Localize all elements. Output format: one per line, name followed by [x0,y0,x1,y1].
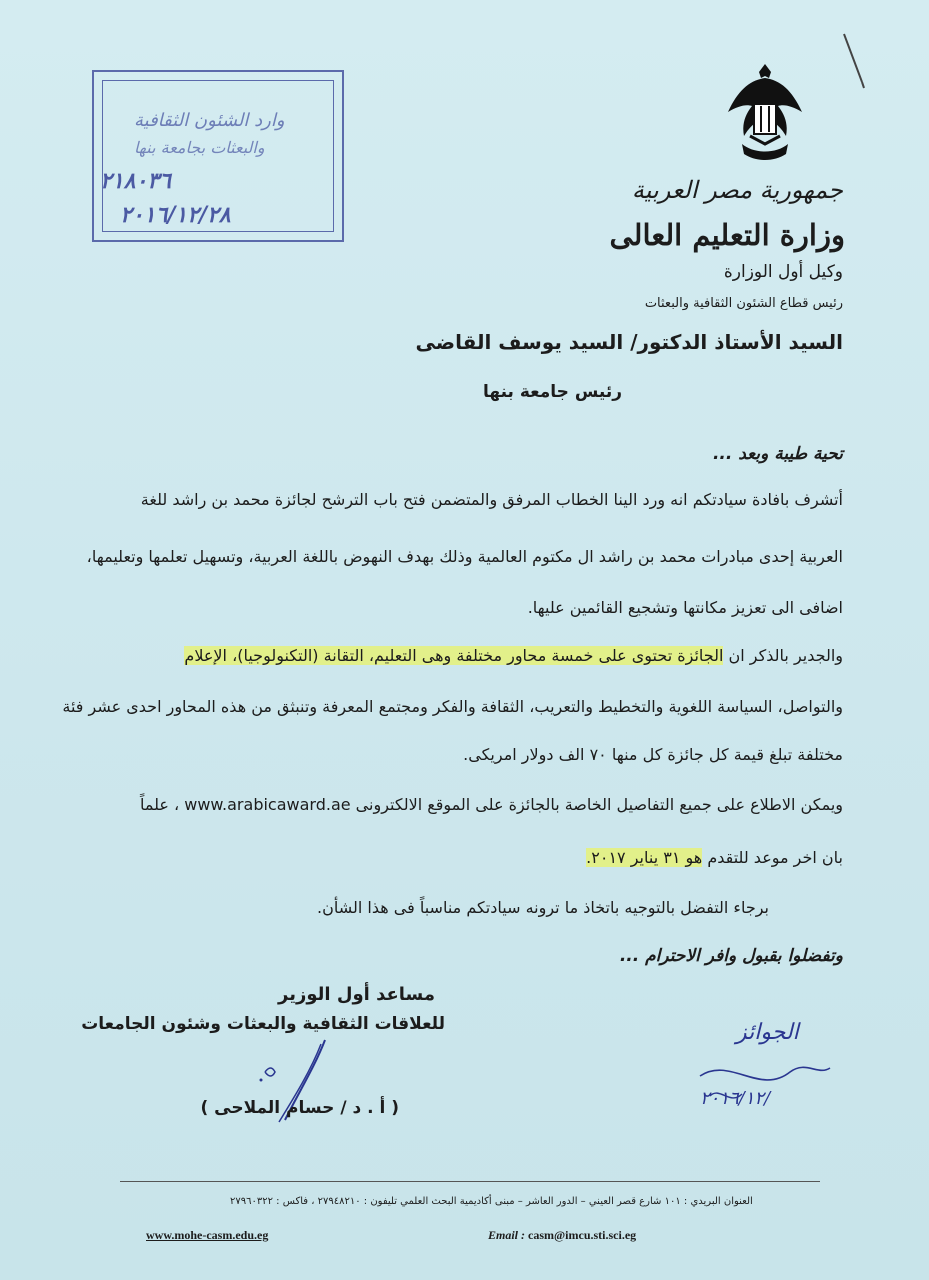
country-name: جمهورية مصر العربية [631,176,843,204]
stamp-date: ٢٠١٦/١٢/٢٨ [120,202,231,228]
footer-website-link[interactable]: www.mohe-casm.edu.eg [146,1228,269,1242]
highlighted-text: هو ٣١ يناير ٢٠١٧. [586,848,703,867]
stamp-line-1: وارد الشئون الثقافية [134,110,285,131]
body-line: مختلفة تبلغ قيمة كل جائزة كل منها ٧٠ الف دولار امريكى. [463,745,843,764]
body-line: اضافى الى تعزيز مكانتها وتشجيع القائمين عليها. [527,598,843,617]
body-line [184,646,843,665]
body-line: ويمكن الاطلاع على جميع التفاصيل الخاصة بالجائزة على الموقع الالكترونى www.arabicaward.ae ، علماً [139,795,843,814]
email-address[interactable]: casm@imcu.sti.sci.eg [528,1228,637,1242]
stamp-number: ٢١٨٠٣٦ [100,168,171,194]
footer-divider [120,1181,820,1182]
highlighted-text: الجائزة تحتوى على خمسة محاور مختلفة وهى التعليم، التقانة (التكنولوجيا)، الإعلام [184,646,724,665]
body-text: بان اخر موعد للتقدم [702,848,843,867]
body-line: برجاء التفضل بالتوجيه باتخاذ ما ترونه سيادتكم مناسباً فى هذا الشأن. [317,898,769,917]
handwritten-date: ٢٠١٦/١٢/ [700,1088,771,1109]
addressee: السيد الأستاذ الدكتور/ السيد يوسف القاضى [415,330,843,354]
sector-title: رئيس قطاع الشئون الثقافية والبعثات [644,296,843,311]
footer-address: العنوان البريدي : ١٠١ شارع قصر العيني – الدور العاشر – مبنى أكاديمية البحث العلمي تليفون : ٢٧٩٤٨٢١٠ ، فاكس : ٢٧٩٦٠٣٢٢ [230,1196,753,1207]
email-label: Email : [488,1228,526,1242]
signatory-department: للعلاقات الثقافية والبعثات وشئون الجامعات [81,1014,445,1034]
stamp-line-2: والبعثات بجامعة بنها [134,138,265,157]
body-text: والجدير بالذكر ان [723,646,843,665]
staple-mark [838,30,868,90]
signatory-title: مساعد أول الوزير [278,984,435,1005]
closing-phrase: وتفضلوا بقبول وافر الاحترام ... [619,946,843,966]
incoming-stamp [92,70,344,242]
body-line: أتشرف بافادة سيادتكم انه ورد الينا الخطاب المرفق والمتضمن فتح باب الترشح لجائزة محمد بن راشد للغة [140,490,843,509]
handwritten-note: الجوائز [736,1020,799,1045]
deputy-title: وكيل أول الوزارة [723,262,843,282]
body-line: العربية إحدى مبادرات محمد بن راشد ال مكتوم العالمية وذلك بهدف النهوض باللغة العربية، وتسهيل تعلمها وتعليمها، [86,547,843,566]
addressee-position: رئيس جامعة بنها [483,382,622,402]
eagle-emblem-icon [720,60,810,172]
footer-email [488,1228,636,1243]
greeting: تحية طيبة وبعد ... [712,444,843,464]
ministry-name: وزارة التعليم العالى [609,218,845,252]
signatory-name: ( أ . د / حسام الملاحى ) [200,1098,399,1118]
body-line [586,848,843,867]
body-line: والتواصل، السياسة اللغوية والتخطيط والتعريب، الثقافة والفكر ومجتمع المعرفة وتنبثق من هذه المحاور احدى عشر فئة [62,697,843,716]
